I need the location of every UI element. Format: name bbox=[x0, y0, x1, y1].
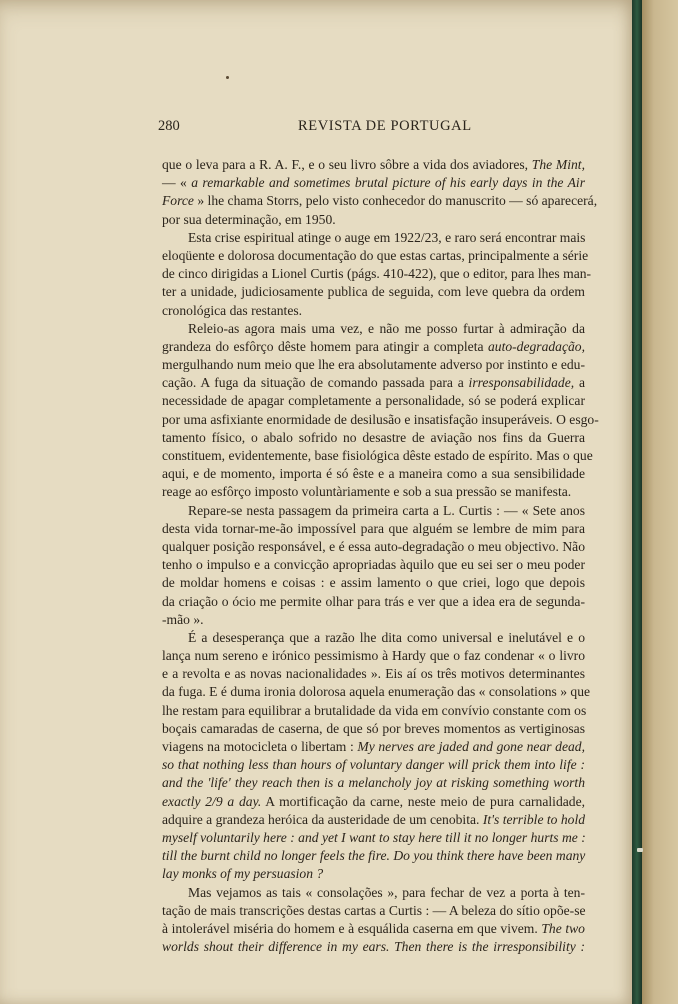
text-line: till the burnt child no longer feels the fire. Do you think there have been many bbox=[162, 848, 586, 864]
text-line: viagens na motocicleta o libertam : My nerves are jaded and gone near dead, bbox=[162, 739, 586, 754]
text-line: Force » lhe chama Storrs, pelo visto conhecedor do manuscrito — só aparecerá, bbox=[162, 193, 598, 209]
text-line: tamento físico, o abalo sofrido no desastre de aviação nos fins da Guerra bbox=[162, 429, 585, 445]
text-line: so that nothing less than hours of voluntary danger will prick them into life : bbox=[162, 757, 585, 773]
text-line: lay monks of my persuasion ? bbox=[162, 866, 324, 882]
text-line: mergulhando num meio que lhe era absolutamente adverso por instinto e edu- bbox=[162, 357, 585, 373]
text-line: eloqüente e dolorosa documentação do que estas cartas, principalmente a série bbox=[162, 247, 589, 263]
text-line: desta vida tornar-me-ão impossível para que alguém se lembre de mim para bbox=[162, 520, 585, 536]
text-line: cronológica das restantes. bbox=[162, 302, 303, 318]
binding-ribbon bbox=[632, 0, 642, 1004]
text-line: reage ao esfôrço imposto voluntàriamente e sob a sua pressão se manifesta. bbox=[162, 484, 572, 500]
text-line: qualquer posição responsável, e é essa auto-degradação o meu objectivo. Não bbox=[162, 538, 585, 554]
text-line: Releio-as agora mais uma vez, e não me posso furtar à admiração da bbox=[188, 320, 585, 336]
text-line: à intolerável miséria do homem e à esquálida caserna em que vivem. The two bbox=[162, 920, 585, 936]
text-line: por uma asfixiante enormidade de desilusão e insatisfação insuperáveis. O esgo- bbox=[162, 411, 599, 427]
ribbon-tag bbox=[637, 848, 643, 852]
text-line: tação de mais transcrições destas cartas a Curtis : — A beleza do sítio opõe-se bbox=[162, 902, 586, 918]
text-line: de moldar homens e coisas : e assim lamento o que criei, logo que depois bbox=[162, 575, 585, 591]
paper-speck bbox=[226, 76, 229, 79]
text-line: — « a remarkable and sometimes brutal picture of his early days in the Air bbox=[162, 175, 585, 191]
text-line: necessidade de apagar completamente a personalidade, só se poderá explicar bbox=[162, 393, 585, 409]
text-line: lança num sereno e irónico pessimismo à Hardy que o faz condenar « o livro bbox=[162, 648, 585, 664]
text-line: da criação o ócio me permite olhar para trás e ver que a idea era de segunda- bbox=[162, 593, 585, 609]
text-line: Mas vejamos as tais « consolações », para fechar de vez a porta à ten- bbox=[188, 884, 585, 900]
text-line: worlds shout their difference in my ears. Then there is the irresponsibility : bbox=[162, 939, 585, 955]
text-line: ter a unidade, judiciosamente publica de seguida, com leve quebra da ordem bbox=[162, 284, 585, 300]
text-line: de cinco dirigidas a Lionel Curtis (págs. 410-422), que o editor, para lhes man- bbox=[162, 266, 592, 282]
text-line: da fuga. E é duma ironia dolorosa aquela enumeração das « consolations » que bbox=[162, 684, 591, 700]
text-line: Repare-se nesta passagem da primeira carta a L. Curtis : — « Sete anos bbox=[188, 502, 585, 518]
text-line: adquire a grandeza heróica da austeridade de um cenobita. It's terrible to hold bbox=[162, 811, 586, 827]
text-line: myself voluntarily here : and yet I want to stay here till it no longer hurts me : bbox=[162, 829, 586, 845]
running-head: REVISTA DE PORTUGAL bbox=[298, 118, 472, 134]
text-line: cação. A fuga da situação de comando passada para a irresponsabilidade, a bbox=[162, 375, 585, 391]
text-line: É a desesperança que a razão lhe dita como universal e inelutável e o bbox=[188, 629, 585, 645]
text-line: aqui, e de momento, importa é só êste e a maneira como a sua sensibilidade bbox=[162, 466, 585, 482]
text-line: por sua determinação, em 1950. bbox=[162, 211, 336, 227]
page-header bbox=[158, 118, 583, 138]
text-line: boçais camaradas de caserna, de que só por breves momentos as vertiginosas bbox=[162, 720, 585, 736]
text-line: constituem, evidentemente, base fisiológica dêste estado de espírito. Mas o que bbox=[162, 448, 593, 463]
text-line: que o leva para a R. A. F., e o seu livro sôbre a vida dos aviadores, The Mint, bbox=[162, 157, 585, 172]
text-line: -mão ». bbox=[162, 611, 204, 627]
text-line: grandeza do esfôrço dêste homem para atingir a completa auto-degradação, bbox=[162, 338, 585, 354]
body-text bbox=[162, 156, 599, 956]
text-line: Esta crise espiritual atinge o auge em 1922/23, e raro será encontrar mais bbox=[188, 229, 586, 245]
text-line: e a revolta e as novas nacionalidades ». Eis aí os três motivos determinantes bbox=[162, 666, 585, 682]
text-line: exactly 2/9 a day. A mortificação da carne, neste meio de pura carnalidade, bbox=[162, 793, 585, 809]
text-line: lhe restam para equilibrar a brutalidade da vida em convívio constante com os bbox=[162, 702, 587, 718]
text-line: and the 'life' they reach then is a melancholy joy at risking something worth bbox=[162, 775, 585, 791]
text-line: tenho o impulso e a convicção apropriadas àquilo que eu sei ser o meu poder bbox=[162, 557, 585, 573]
page-number: 280 bbox=[158, 118, 180, 134]
next-page-edge bbox=[636, 0, 678, 1004]
